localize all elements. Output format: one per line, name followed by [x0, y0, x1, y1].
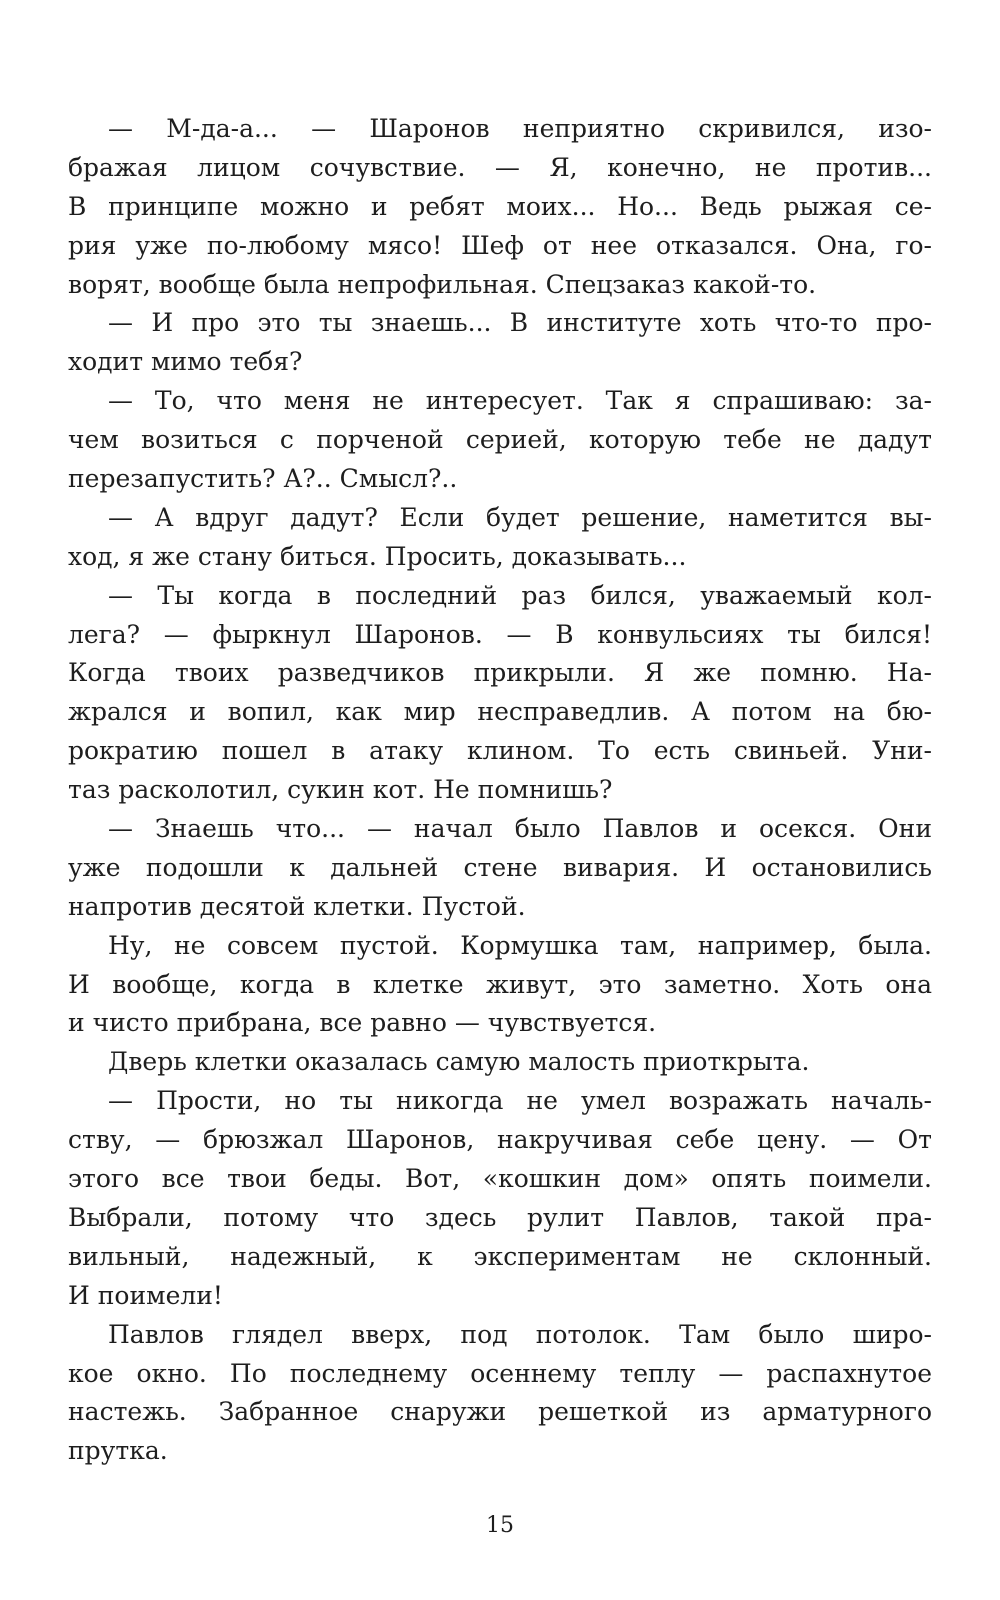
text-line: В принципе можно и ребят моих... Но... Ведь рыжая се-: [68, 191, 932, 221]
text-line: рия уже по-любому мясо! Шеф от нее отказался. Она, го-: [68, 230, 932, 260]
text-line: — М-да-а... — Шаронов неприятно скривился, изо-: [108, 114, 932, 143]
text-line: бражая лицом сочувствие. — Я, конечно, не против...: [68, 152, 932, 182]
text-line: ворят, вообще была непрофильная. Спецзаказ какой-то.: [68, 269, 817, 299]
text-line: — Знаешь что... — начал было Павлов и осекся. Они: [108, 814, 932, 844]
text-line: лега? — фыркнул Шаронов. — В конвульсиях ты бился!: [68, 619, 932, 649]
text-line: таз расколотил, сукин кот. Не помнишь?: [68, 775, 613, 805]
text-line: кое окно. По последнему осеннему теплу — распахнутое: [68, 1358, 932, 1388]
text-line: Ну, не совсем пустой. Кормушка там, например, была.: [108, 930, 932, 960]
text-line: и чисто прибрана, все равно — чувствуется.: [68, 1008, 657, 1038]
text-line: — То, что меня не интересует. Так я спрашиваю: за-: [108, 386, 932, 416]
text-line: Когда твоих разведчиков прикрыли. Я же помню. На-: [68, 658, 932, 688]
text-line: Павлов глядел вверх, под потолок. Там было широ-: [108, 1319, 932, 1349]
text-line: — И про это ты знаешь... В институте хоть что-то про-: [108, 308, 932, 338]
page-number: 15: [486, 1513, 514, 1538]
text-line: напротив десятой клетки. Пустой.: [68, 891, 526, 921]
text-line: перезапустить? А?.. Смысл?..: [68, 464, 458, 494]
text-line: И поимели!: [68, 1280, 223, 1310]
text-line: Дверь клетки оказалась самую малость приоткрыта.: [108, 1047, 810, 1077]
text-line: — Ты когда в последний раз бился, уважаемый кол-: [108, 580, 932, 610]
text-line: вильный, надежный, к экспериментам не склонный.: [68, 1241, 932, 1271]
text-line: ству, — брюзжал Шаронов, накручивая себе цену. — От: [68, 1125, 932, 1155]
text-line: — Прости, но ты никогда не умел возражать началь-: [108, 1086, 932, 1116]
text-line: настежь. Забранное снаружи решеткой из арматурного: [68, 1397, 932, 1427]
text-line: — А вдруг дадут? Если будет решение, наметится вы-: [108, 502, 932, 532]
text-line: прутка.: [68, 1436, 168, 1466]
text-line: рократию пошел в атаку клином. То есть свиньей. Уни-: [68, 736, 932, 766]
text-line: чем возиться с порченой серией, которую тебе не дадут: [68, 425, 932, 455]
text-line: жрался и вопил, как мир несправедлив. А потом на бю-: [68, 697, 932, 727]
text-line: ходит мимо тебя?: [68, 347, 303, 377]
text-line: Выбрали, потому что здесь рулит Павлов, такой пра-: [68, 1202, 932, 1232]
text-line: уже подошли к дальней стене вивария. И остановились: [68, 852, 932, 882]
page-text-body: [68, 110, 932, 1471]
text-line: ход, я же стану биться. Просить, доказывать...: [68, 541, 687, 571]
text-line: И вообще, когда в клетке живут, это заметно. Хоть она: [68, 969, 932, 999]
text-line: этого все твои беды. Вот, «кошкин дом» опять поимели.: [68, 1164, 932, 1194]
